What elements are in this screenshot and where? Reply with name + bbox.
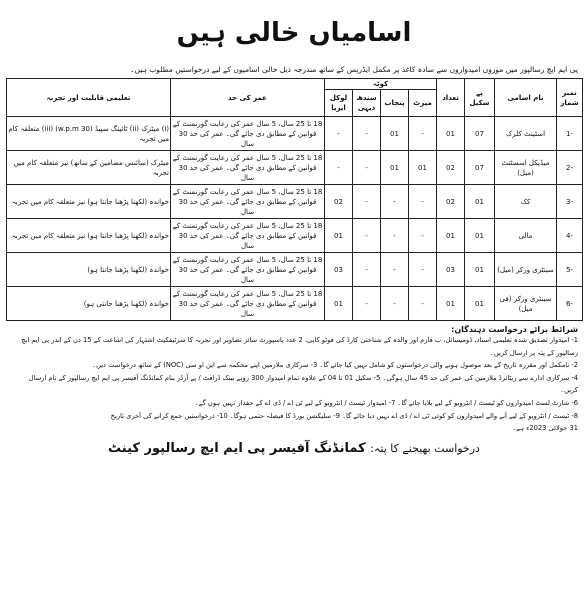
cell-name: سینٹری ورکر (فی میل) [495,287,557,321]
note-item: 8- ٹیسٹ / انٹرویو کے لیے آنے والے امیدواروں کو کوئی ٹی اے / ڈی اے نہیں دیا جائے گا۔ 9- سلیکشن بورڈ کا فیصلہ حتمی ہوگا۔ 10- درخواستیں جمع کرانے کی آخری تاریخ [110,411,578,420]
cell-qualification: (i) میٹرک (ii) ٹائپنگ سپیڈ (30 w.p.m) (iii) متعلقہ کام میں تجربہ [7,117,171,151]
note-item: 31 جولائی 2023ء ہے۔ [512,424,578,433]
address-text: کمانڈنگ آفیسر پی ایم ایچ رسالپور کینٹ [108,440,366,456]
header-punjab: پنجاب [381,90,409,117]
header-sindh: سندھ دیہی [353,90,381,117]
cell-serial: -6 [557,287,583,321]
cell-merit: - [409,219,437,253]
header-serial: نمبر شمار [557,79,583,117]
cell-qualification: خواندہ (لکھنا پڑھنا جانتی ہو) [7,287,171,321]
header-scale: پے سکیل [465,79,495,117]
table-row [7,253,583,287]
cell-punjab: - [381,219,409,253]
cell-merit: - [409,185,437,219]
cell-local: 01 [325,219,353,253]
cell-qualification: خواندہ (لکھنا پڑھنا جانتا ہو) [7,253,171,287]
cell-sindh: - [353,151,381,185]
cell-name: مالی [495,219,557,253]
header-merit: میرٹ [409,90,437,117]
cell-scale: 01 [465,185,495,219]
cell-name: کک [495,185,557,219]
cell-local: - [325,151,353,185]
cell-serial: -2 [557,151,583,185]
notes-list [6,334,582,435]
cell-age: 18 تا 25 سال، 5 سال عمر کی رعایت گورنمنٹ کے قوانین کے مطابق دی جائے گی۔ عمر کی حد 30 سال [171,253,325,287]
cell-merit: - [409,287,437,321]
cell-age: 18 تا 25 سال، 5 سال عمر کی رعایت گورنمنٹ کے قوانین کے مطابق دی جائے گی۔ عمر کی حد 30 سال [171,219,325,253]
cell-qualification: میٹرک (سائنس مضامین کے ساتھ) نیز متعلقہ کام میں تجربہ [7,151,171,185]
cell-serial: -1 [557,117,583,151]
header-qualification: تعلیمی قابلیت اور تجربہ [7,79,171,117]
cell-merit: - [409,117,437,151]
note-item: 1- امیدوار تصدیق شدہ تعلیمی اسناد، ڈومیسائل، ب فارم اور والدہ کے شناختی کارڈ کی فوٹو کاپی، 2 عدد پاسپورٹ سائز تصاویر اور تجربہ کا سرٹیفکیٹ اشتہار کی اشاعت کے 15 دن کے اندر پی ایم ایچ رسالپور کے پتہ پر ارسال کریں۔ [21,336,578,357]
table-row [7,151,583,185]
cell-count: 01 [437,287,465,321]
cell-local: 02 [325,185,353,219]
cell-punjab: 01 [381,117,409,151]
note-item: 2- نامکمل اور مقررہ تاریخ کے بعد موصول ہونے والی درخواستوں کو شامل نہیں کیا جائے گا۔ 3- سرکاری ملازمین اپنے محکمہ سے این او سی (NOC) کے ساتھ درخواست دیں۔ [92,361,578,370]
header-name: نام اسامی [495,79,557,117]
cell-sindh: - [353,253,381,287]
cell-age: 18 تا 25 سال، 5 سال عمر کی رعایت گورنمنٹ کے قوانین کے مطابق دی جائے گی۔ عمر کی حد 30 سال [171,185,325,219]
vacancies-table [6,78,583,321]
cell-merit: 01 [409,151,437,185]
cell-count: 02 [437,151,465,185]
address-label: درخواست بھیجنے کا پتہ: [370,441,480,455]
cell-local: - [325,117,353,151]
cell-name: میڈیکل اسسٹنٹ (میل) [495,151,557,185]
cell-count: 03 [437,253,465,287]
table-row [7,185,583,219]
cell-scale: 07 [465,151,495,185]
cell-sindh: - [353,219,381,253]
cell-age: 18 تا 25 سال، 5 سال عمر کی رعایت گورنمنٹ کے قوانین کے مطابق دی جائے گی۔ عمر کی حد 30 سال [171,287,325,321]
header-count: تعداد [437,79,465,117]
cell-local: 01 [325,287,353,321]
cell-punjab: - [381,287,409,321]
address-footer [6,441,582,456]
cell-count: 02 [437,185,465,219]
cell-qualification: خواندہ (لکھنا پڑھنا جانتا ہو) نیز متعلقہ کام میں تجربہ [7,185,171,219]
table-row [7,287,583,321]
cell-scale: 01 [465,287,495,321]
intro-text: پی ایم ایچ رسالپور میں موزوں امیدواروں سے سادہ کاغذ پر مکمل ایڈریس کے ساتھ مندرجہ ذیل خالی اسامیوں کے لیے درخواستیں مطلوب ہیں۔ [130,65,578,74]
cell-scale: 01 [465,253,495,287]
cell-punjab: - [381,185,409,219]
cell-name: سینٹری ورکر (میل) [495,253,557,287]
cell-age: 18 تا 25 سال، 5 سال عمر کی رعایت گورنمنٹ کے قوانین کے مطابق دی جائے گی۔ عمر کی حد 30 سال [171,151,325,185]
cell-count: 01 [437,117,465,151]
cell-sindh: - [353,117,381,151]
cell-age: 18 تا 25 سال، 5 سال عمر کی رعایت گورنمنٹ کے قوانین کے مطابق دی جائے گی۔ عمر کی حد 30 سال [171,117,325,151]
cell-merit: - [409,253,437,287]
header-quota: کوٹہ [325,79,437,90]
notes-title: شرائط برائے درخواست دہندگان: [451,325,578,334]
cell-punjab: - [381,253,409,287]
cell-scale: 01 [465,219,495,253]
header-local: لوکل ایریا [325,90,353,117]
cell-serial: -5 [557,253,583,287]
cell-sindh: - [353,287,381,321]
cell-serial: -4 [557,219,583,253]
cell-name: اسٹینٹ کلرک [495,117,557,151]
cell-sindh: - [353,185,381,219]
table-row [7,219,583,253]
cell-count: 01 [437,219,465,253]
cell-qualification: خواندہ (لکھنا پڑھنا جانتا ہو) نیز متعلقہ کام میں تجربہ [7,219,171,253]
cell-scale: 07 [465,117,495,151]
note-item: 6- شارٹ لسٹ امیدواروں کو ٹیسٹ / انٹرویو کے لیے بلایا جائے گا۔ 7- امیدوار ٹیسٹ / انٹرویو کے لیے ٹی اے / ڈی اے کے حقدار نہیں ہوں گے۔ [194,398,578,407]
header-age: عمر کی حد [171,79,325,117]
cell-punjab: 01 [381,151,409,185]
note-item: 4- سرکاری ادارے سے ریٹائرڈ ملازمین کی عمر کی حد 45 سال ہوگی۔ 5- سکیل 01 تا 04 کے علاوہ تمام امیدوار 300 روپے بینک ڈرافٹ / پے آرڈر بنام کمانڈنگ آفیسر پی ایم ایچ رسالپور کے نام ارسال کریں۔ [28,373,578,395]
table-row [7,117,583,151]
title-banner [6,4,582,62]
cell-serial: -3 [557,185,583,219]
cell-local: 03 [325,253,353,287]
page-title: اسامیاں خالی ہیں [176,18,412,48]
